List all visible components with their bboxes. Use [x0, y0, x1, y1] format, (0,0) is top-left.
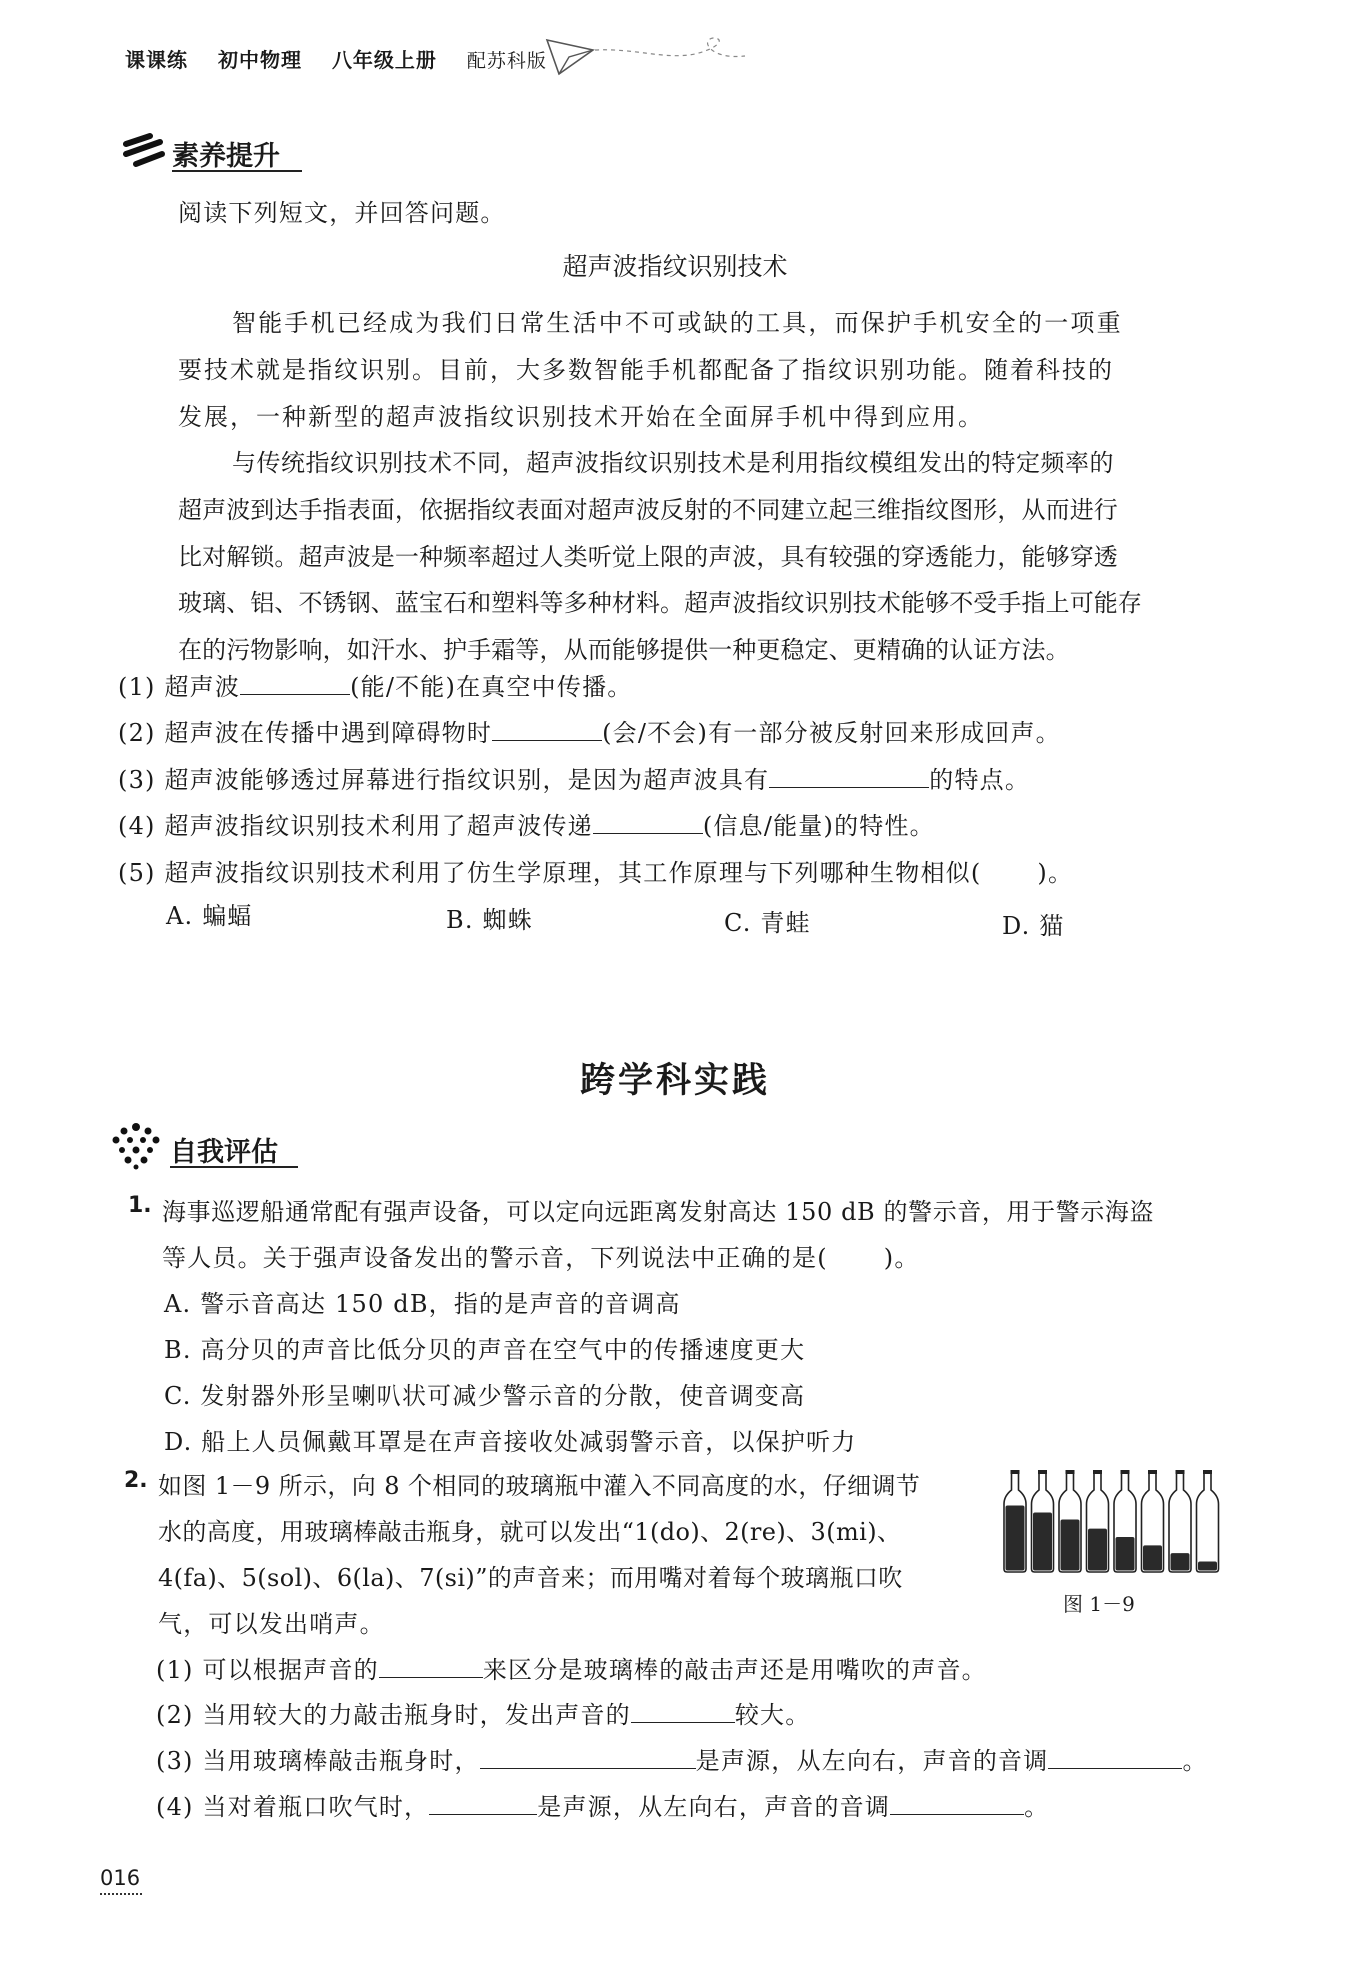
article-line: 比对解锁。超声波是一种频率超过人类听觉上限的声波，具有较强的穿透能力，能够穿透: [178, 543, 1118, 571]
question-item: (5) 超声波指纹识别技术利用了仿生学原理，其工作原理与下列哪种生物相似( )。: [118, 859, 1074, 887]
answer-blank[interactable]: [769, 765, 929, 788]
question-number: 1.: [128, 1193, 152, 1218]
sub-question: (4) 当对着瓶口吹气时， 是声源，从左向右，声音的音调 。: [156, 1793, 1050, 1821]
bottle-lip: [1176, 1470, 1185, 1474]
header-grade: 八年级上册: [331, 48, 437, 72]
article-line: 智能手机已经成为我们日常生活中不可或缺的工具，而保护手机安全的一项重: [232, 309, 1123, 337]
answer-blank[interactable]: [1048, 1746, 1182, 1769]
question-stem: 水的高度，用玻璃棒敲击瓶身，就可以发出“1(do)、2(re)、3(mi)、: [158, 1518, 902, 1546]
header-subject: 初中物理: [217, 48, 302, 72]
question-stem: 如图 1－9 所示，向 8 个相同的玻璃瓶中灌入不同高度的水，仔细调节: [158, 1472, 921, 1500]
bottle-outline: [1197, 1472, 1219, 1572]
question-item: (1) 超声波 (能/不能)在真空中传播。: [118, 673, 633, 701]
article-title: 超声波指纹识别技术: [562, 252, 788, 281]
option-b: B. 蜘蛛: [446, 906, 533, 934]
bottle-water: [1061, 1520, 1080, 1571]
reading-instruction: 阅读下列短文，并回答问题。: [178, 199, 506, 227]
answer-blank[interactable]: [379, 1655, 483, 1678]
answer-blank[interactable]: [593, 811, 703, 834]
chapter-title: 跨学科实践: [579, 1061, 770, 1101]
question-stem: 海事巡逻船通常配有强声设备，可以定向远距离发射高达 150 dB 的警示音，用于警示海盗: [162, 1198, 1155, 1226]
article-line: 在的污物影响，如汗水、护手霜等，从而能够提供一种更稳定、更精确的认证方法。: [178, 636, 1070, 664]
bottle: [1197, 1470, 1219, 1572]
running-header: [125, 44, 569, 73]
question-item: (4) 超声波指纹识别技术利用了超声波传递 (信息/能量)的特性。: [118, 812, 935, 840]
page-number: 016: [100, 1866, 141, 1890]
bottles-figure: [1000, 1468, 1240, 1576]
section-title-underline: [170, 1166, 298, 1168]
question-stem: 气，可以发出哨声。: [158, 1610, 385, 1638]
section-stripes-icon: [122, 132, 168, 168]
bottle: [1032, 1470, 1054, 1572]
sub-question: (3) 当用玻璃棒敲击瓶身时， 是声源，从左向右，声音的音调 。: [156, 1747, 1208, 1775]
article-line: 超声波到达手指表面，依据指纹表面对超声波反射的不同建立起三维指纹图形，从而进行: [178, 496, 1118, 524]
option-c: C. 青蛙: [724, 909, 811, 937]
option-d: D. 猫: [1002, 912, 1065, 940]
bottle-water: [1171, 1553, 1190, 1570]
answer-blank[interactable]: [492, 718, 602, 741]
answer-blank[interactable]: [631, 1700, 735, 1723]
answer-blank[interactable]: [429, 1792, 537, 1815]
header-edition: 配苏科版: [466, 50, 547, 72]
question-item: (3) 超声波能够透过屏幕进行指纹识别，是因为超声波具有 的特点。: [118, 766, 1031, 794]
paper-plane-icon: [545, 30, 805, 80]
bottle-water: [1033, 1513, 1052, 1571]
option-a: A. 蝙蝠: [166, 902, 253, 930]
bottle-water: [1198, 1562, 1217, 1571]
article-line: 发展，一种新型的超声波指纹识别技术开始在全面屏手机中得到应用。: [178, 403, 984, 431]
bottle: [1059, 1470, 1081, 1572]
bottle: [1169, 1470, 1191, 1572]
bottle-water: [1088, 1529, 1107, 1571]
header-series: 课课练: [125, 48, 188, 72]
article-line: 玻璃、铝、不锈钢、蓝宝石和塑料等多种材料。超声波指纹识别技术能够不受手指上可能存: [178, 589, 1142, 617]
answer-blank[interactable]: [240, 672, 350, 695]
question-stem: 4(fa)、5(sol)、6(la)、7(si)”的声音来；而用嘴对着每个玻璃瓶口吹: [158, 1564, 903, 1592]
option-a: A. 警示音高达 150 dB，指的是声音的音调高: [164, 1290, 681, 1318]
sub-question: (2) 当用较大的力敲击瓶身时，发出声音的 较大。: [156, 1701, 811, 1729]
bottle-water: [1006, 1506, 1025, 1571]
section-title-self-assessment: 自我评估: [170, 1137, 278, 1168]
bottle-lip: [1038, 1470, 1047, 1474]
sub-question: (1) 可以根据声音的 来区分是玻璃棒的敲击声还是用嘴吹的声音。: [156, 1656, 987, 1684]
question-stem: 等人员。关于强声设备发出的警示音，下列说法中正确的是( )。: [162, 1244, 920, 1272]
option-d: D. 船上人员佩戴耳罩是在声音接收处减弱警示音，以保护听力: [164, 1428, 857, 1456]
section-title-literacy: 素养提升: [172, 141, 280, 172]
figure-caption: 图 1－9: [1063, 1592, 1135, 1616]
bottle-water: [1116, 1537, 1135, 1571]
bottle-lip: [1203, 1470, 1212, 1474]
bottle-water: [1143, 1545, 1162, 1570]
option-b: B. 高分贝的声音比低分贝的声音在空气中的传播速度更大: [164, 1336, 806, 1364]
page-number-dots: [100, 1893, 142, 1895]
answer-blank[interactable]: [890, 1792, 1024, 1815]
bottle-lip: [1066, 1470, 1075, 1474]
question-item: (2) 超声波在传播中遇到障碍物时 (会/不会)有一部分被反射回来形成回声。: [118, 719, 1061, 747]
bottle: [1004, 1470, 1026, 1572]
bottle-lip: [1093, 1470, 1102, 1474]
article-line: 要技术就是指纹识别。目前，大多数智能手机都配备了指纹识别功能。随着科技的: [178, 356, 1114, 384]
article-line: 与传统指纹识别技术不同，超声波指纹识别技术是利用指纹模组发出的特定频率的: [232, 449, 1114, 477]
option-c: C. 发射器外形呈喇叭状可减少警示音的分散，使音调变高: [164, 1382, 806, 1410]
section-title-underline: [172, 170, 302, 172]
bottle: [1114, 1470, 1136, 1572]
bottle-lip: [1121, 1470, 1130, 1474]
dots-cluster-icon: [110, 1122, 162, 1170]
bottle: [1087, 1470, 1109, 1572]
question-number: 2.: [124, 1468, 148, 1493]
bottle-lip: [1148, 1470, 1157, 1474]
bottle: [1142, 1470, 1164, 1572]
answer-blank[interactable]: [480, 1746, 696, 1769]
bottle-lip: [1011, 1470, 1020, 1474]
